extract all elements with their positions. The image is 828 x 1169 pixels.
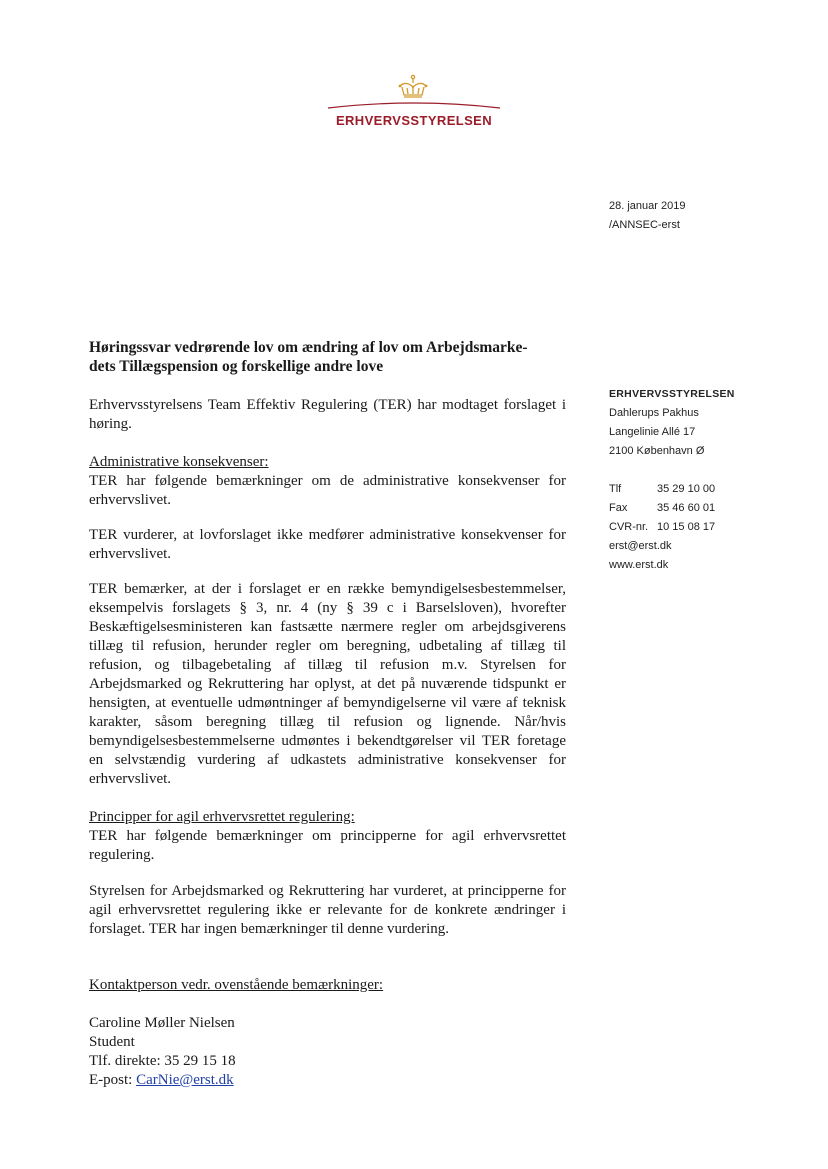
sidebar-contact-value: 10 15 08 17	[657, 521, 716, 533]
sidebar-contact-row	[609, 480, 715, 499]
letter-title-line: Høringssvar vedrørende lov om ændring af lov om Arbejdsmarke-	[89, 339, 528, 356]
sidebar-contact-value: 35 29 10 00	[657, 483, 716, 495]
contact-email-label: E-post:	[89, 1072, 137, 1088]
agile-paragraph-1: TER har følgende bemærkninger om principperne for agil erhvervsrettet regulering.	[89, 828, 566, 863]
sidebar-email[interactable]: erst@erst.dk	[609, 540, 672, 552]
sidebar-address-line: 2100 København Ø	[609, 445, 705, 457]
contact-heading: Kontaktperson vedr. ovenstående bemærkninger:	[89, 977, 384, 993]
logo-wordmark: ERHVERVSSTYRELSEN	[335, 113, 493, 128]
logo-divider	[328, 99, 500, 111]
admin-paragraph-3: TER bemærker, at der i forslaget er en række bemyndigelsesbestemmelser, eksempelvis forslagets § 3, nr. 4 (ny § 39 c i Barselsloven), hvorefter Beskæftigelsesministeren kan fastsætte nærmere regler om arbejdsgiverens tillæg til refusion, herunder regler om beregning, udbetaling af tillæg til refusion, og tilbagebetaling af tillæg til refusion m.v. Styrelsen for Arbejdsmarked og Rekruttering har oplyst, at det på nuværende tidspunkt er hensigten, at eventuelle udmøntninger af bemyndigelserne vil være af teknisk karakter, såsom beregning tillæg til refusion og lignende. Når/hvis bemyndigelsesbestemmelserne udmøntes i bekendtgørelser vil TER foretage en selvstændig vurdering af udkastets administrative konsekvenser for erhvervslivet.	[89, 581, 566, 787]
contact-email-row	[89, 1071, 566, 1090]
contact-role: Student	[89, 1034, 135, 1050]
contact-name: Caroline Møller Nielsen	[89, 1015, 235, 1031]
sidebar-address-line: Dahlerups Pakhus	[609, 407, 699, 419]
letter-title-line: dets Tillægspension og forskellige andre love	[89, 358, 384, 375]
sidebar-org-name: ERHVERVSSTYRELSEN	[609, 388, 735, 400]
letter-date: 28. januar 2019	[609, 200, 686, 212]
sidebar-contact-row	[609, 499, 715, 518]
sidebar-contact-row	[609, 518, 715, 537]
sidebar-contact-label: CVR-nr.	[609, 521, 649, 533]
admin-paragraph-1: TER har følgende bemærkninger om de administrative konsekvenser for erhvervslivet.	[89, 473, 566, 508]
sidebar-website[interactable]: www.erst.dk	[609, 559, 669, 571]
sidebar-contact-label: Fax	[609, 502, 628, 514]
sidebar-contact-label: Tlf	[609, 483, 622, 495]
section-heading-agile: Principper for agil erhvervsrettet regulering:	[89, 809, 355, 825]
crown-logo-icon	[396, 74, 430, 102]
section-heading-admin: Administrative konsekvenser:	[89, 454, 269, 470]
letter-reference: /ANNSEC-erst	[609, 219, 680, 231]
agile-paragraph-2: Styrelsen for Arbejdsmarked og Rekruttering har vurderet, at principperne for agil erhvervsrettet regulering ikke er relevante for de konkrete ændringer i forslaget. TER har ingen bemærkninger til denne vurdering.	[89, 883, 566, 937]
admin-paragraph-2: TER vurderer, at lovforslaget ikke medfører administrative konsekvenser for erhvervslivet.	[89, 527, 566, 562]
contact-phone: Tlf. direkte: 35 29 15 18	[89, 1053, 236, 1069]
letter-title	[89, 338, 566, 376]
sidebar-contact-value: 35 46 60 01	[657, 502, 716, 514]
sidebar-address-line: Langelinie Allé 17	[609, 426, 696, 438]
intro-paragraph: Erhvervsstyrelsens Team Effektiv Regulering (TER) har modtaget forslaget i høring.	[89, 397, 566, 432]
contact-email-link[interactable]: CarNie@erst.dk	[136, 1072, 234, 1088]
